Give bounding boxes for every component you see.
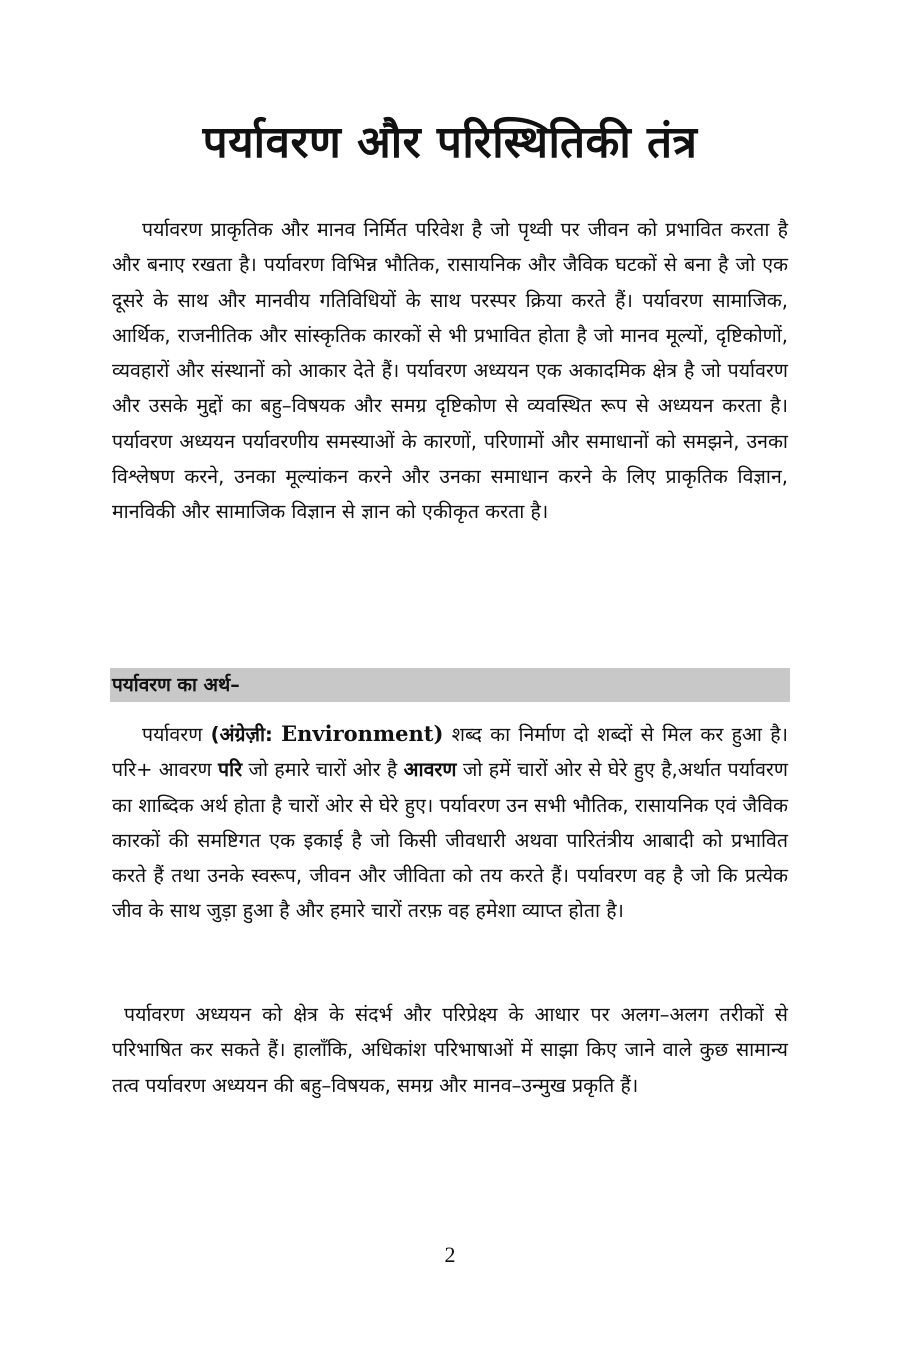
intro-paragraph: पर्यावरण प्राकृतिक और मानव निर्मित परिवेश है जो पृथ्वी पर जीवन को प्रभावित करता है और बनाए रखता है। पर्यावरण विभिन्न भौतिक, रासायनिक और जैविक घटकों से बना है जो एक दूसरे के साथ और मानवीय गतिविधियों के साथ परस्पर क्रिया करते हैं। पर्यावरण सामाजिक, आर्थिक, राजनीतिक और सांस्कृतिक कारकों से भी प्रभावित होता है जो मानव मूल्यों, दृष्टिकोणों, व्यवहारों और संस्थानों को आकार देते हैं। पर्यावरण अध्ययन एक अकादमिक क्षेत्र है जो पर्यावरण और उसके मुद्दों का बहु–विषयक और समग्र दृष्टिकोण से व्यवस्थित रूप से अध्ययन करता है। पर्यावरण अध्ययन पर्यावरणीय समस्याओं के कारणों, परिणामों और समाधानों को समझने, उनका विश्लेषण करने, उनका मूल्यांकन करने और उनका समाधान करने के लिए प्राकृतिक विज्ञान, मानविकी और सामाजिक विज्ञान से ज्ञान को एकीकृत करता है।	[112, 218, 788, 524]
meaning-part-1: शब्द का निर्माण दो शब्दों से मिल कर हुआ है। परि+ आवरण	[112, 723, 788, 782]
page-number: 2	[444, 1242, 456, 1267]
meaning-bold-pari: परि	[218, 758, 243, 782]
page-title: पर्यावरण और परिस्थितिकी तंत्र	[202, 117, 698, 168]
section-heading-bar	[110, 668, 790, 702]
meaning-english-term: Environment)	[281, 721, 444, 746]
meaning-lead: पर्यावरण	[142, 723, 203, 746]
meaning-paren-hindi: (अंग्रेज़ी:	[210, 723, 273, 746]
meaning-part-3: जो हमें चारों ओर से घेरे हुए है,अर्थात पर्यावरण का शाब्दिक अर्थ होता है चारों ओर से घेरे हुए। पर्यावरण उन सभी भौतिक, रासायनिक एवं जैविक कारकों की समष्टिगत एक इकाई है जो किसी जीवधारी अथवा पारितंत्रीय आबादी को प्रभावित करते हैं तथा उनके स्वरूप, जीवन और जीविता को तय करते हैं। पर्यावरण वह है जो कि प्रत्येक जीव के साथ जुड़ा हुआ है और हमारे चारों तरफ़ वह हमेशा व्याप्त होता है।	[112, 758, 788, 923]
meaning-paragraph	[112, 716, 788, 929]
meaning-bold-aavaran: आवरण	[403, 758, 457, 782]
meaning-part-2: जो हमारे चारों ओर है	[248, 758, 398, 782]
section-heading: पर्यावरण का अर्थ–	[112, 674, 240, 696]
definition-paragraph: पर्यावरण अध्ययन को क्षेत्र के संदर्भ और परिप्रेक्ष्य के आधार पर अलग–अलग तरीकों से परिभाषित कर सकते हैं। हालाँकि, अधिकांश परिभाषाओं में साझा किए जाने वाले कुछ सामान्य तत्व पर्यावरण अध्ययन की बहु–विषयक, समग्र और मानव–उन्मुख प्रकृति हैं।	[112, 1003, 788, 1097]
